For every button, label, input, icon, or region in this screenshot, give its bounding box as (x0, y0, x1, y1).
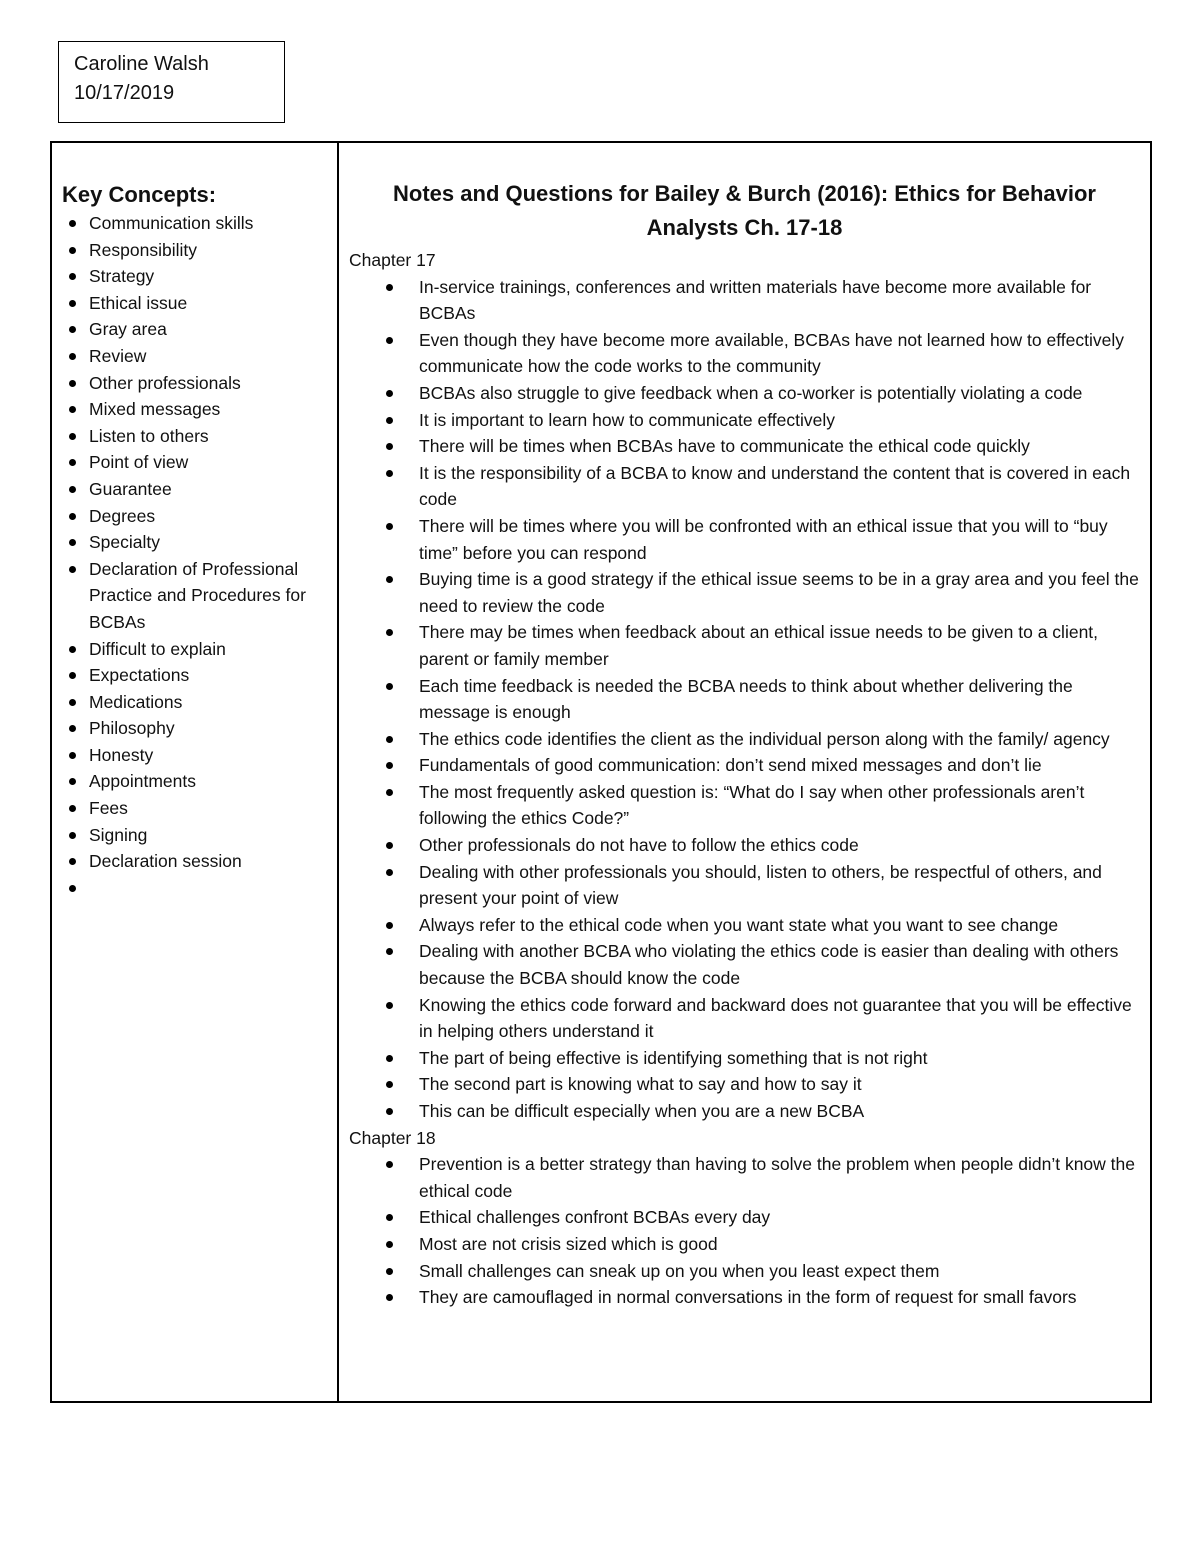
key-concept-item (62, 742, 337, 769)
note-text: The most frequently asked question is: “What do I say when other professionals aren’t following the ethics Code?” (419, 781, 1085, 829)
key-concept-item (62, 423, 337, 450)
bullet-icon (386, 762, 393, 769)
note-text: Ethical challenges confront BCBAs every day (419, 1207, 771, 1228)
key-concept-item (62, 822, 337, 849)
note-text: Prevention is a better strategy than having to solve the problem when people didn’t know the ethical code (419, 1154, 1135, 1201)
document-date: 10/17/2019 (74, 82, 175, 104)
key-concept-text: Gray area (89, 319, 167, 340)
bullet-icon (69, 247, 76, 254)
note-item (349, 274, 1140, 327)
bullet-icon (386, 1108, 393, 1115)
key-concept-item (62, 795, 337, 822)
key-concept-item (62, 449, 337, 476)
key-concepts-title: Key Concepts: (62, 182, 217, 207)
note-item (349, 1045, 1140, 1072)
note-text: Fundamentals of good communication: don’t send mixed messages and don’t lie (419, 755, 1042, 776)
bullet-icon (386, 789, 393, 796)
bullet-icon (69, 778, 76, 785)
key-concept-item (62, 768, 337, 795)
bullet-icon (69, 672, 76, 679)
bullet-icon (386, 390, 393, 397)
key-concept-text: Ethical issue (89, 292, 188, 313)
note-item (349, 832, 1140, 859)
notes-column (339, 143, 1150, 1401)
note-text: It is the responsibility of a BCBA to know and understand the content that is covered in each code (419, 462, 1131, 510)
chapters-container (349, 247, 1140, 1311)
bullet-icon (386, 948, 393, 955)
bullet-icon (69, 433, 76, 440)
key-concepts-list (62, 210, 337, 901)
key-concept-item (62, 237, 337, 264)
bullet-icon (69, 326, 76, 333)
bullet-icon (69, 539, 76, 546)
note-text: Dealing with another BCBA who violating the ethics code is easier than dealing with others because the BCBA should know the code (419, 941, 1119, 989)
note-text: The second part is knowing what to say and how to say it (419, 1074, 862, 1095)
bullet-icon (386, 1002, 393, 1009)
note-item (349, 1284, 1140, 1311)
key-concept-text: Responsibility (89, 239, 197, 260)
key-concept-item (62, 715, 337, 742)
key-concepts-column (52, 143, 339, 1401)
bullet-icon (69, 805, 76, 812)
bullet-icon (386, 869, 393, 876)
note-text: They are camouflaged in normal conversations in the form of request for small favors (419, 1287, 1077, 1308)
bullet-icon (69, 832, 76, 839)
bullet-icon (69, 220, 76, 227)
key-concept-item (62, 636, 337, 663)
chapter-heading: Chapter 17 (349, 250, 436, 270)
chapter-notes-list (349, 274, 1140, 1125)
key-concept-item (62, 875, 337, 902)
key-concept-item (62, 529, 337, 556)
bullet-icon (386, 417, 393, 424)
bullet-icon (69, 566, 76, 573)
note-item (349, 1098, 1140, 1125)
note-text: Buying time is a good strategy if the ethical issue seems to be in a gray area and you feel the need to review the code (419, 569, 1139, 616)
note-text: This can be difficult especially when you are a new BCBA (419, 1101, 865, 1121)
bullet-icon (386, 1214, 393, 1221)
bullet-icon (386, 1081, 393, 1088)
bullet-icon (69, 486, 76, 493)
key-concept-item (62, 290, 337, 317)
key-concept-item (62, 370, 337, 397)
key-concept-item (62, 316, 337, 343)
key-concept-item (62, 662, 337, 689)
bullet-icon (69, 380, 76, 387)
key-concept-text: Signing (89, 824, 148, 845)
key-concept-text: Point of view (89, 452, 189, 473)
bullet-icon (69, 752, 76, 759)
student-name: Caroline Walsh (74, 53, 209, 75)
bullet-icon (386, 576, 393, 583)
bullet-icon (386, 284, 393, 291)
bullet-icon (69, 513, 76, 520)
bullet-icon (386, 337, 393, 344)
key-concept-item (62, 343, 337, 370)
note-item (349, 460, 1140, 513)
note-item (349, 566, 1140, 619)
bullet-icon (69, 646, 76, 653)
note-text: The part of being effective is identifying something that is not right (419, 1047, 928, 1068)
note-item (349, 1071, 1140, 1098)
key-concept-text: Mixed messages (89, 399, 221, 420)
key-concept-text: Honesty (89, 744, 154, 765)
key-concept-text: Difficult to explain (89, 638, 226, 659)
key-concept-item (62, 848, 337, 875)
bullet-icon (386, 1161, 393, 1168)
bullet-icon (386, 523, 393, 530)
note-item (349, 327, 1140, 380)
key-concept-text: Strategy (89, 266, 155, 287)
note-text: Other professionals do not have to follow the ethics code (419, 835, 859, 856)
note-item (349, 726, 1140, 753)
key-concept-item (62, 210, 337, 237)
bullet-icon (386, 1055, 393, 1062)
bullet-icon (386, 922, 393, 929)
key-concept-text: Declaration of Professional Practice and Procedures for BCBAs (89, 558, 306, 632)
key-concept-text: Degrees (89, 505, 156, 526)
chapter-heading: Chapter 18 (349, 1127, 436, 1148)
note-text: Even though they have become more available, BCBAs have not learned how to effectively communicate how the code works to the community (419, 329, 1124, 377)
note-item (349, 1204, 1140, 1231)
notes-title: Notes and Questions for Bailey & Burch (2016): Ethics for Behavior Analysts Ch. 17-18 (393, 181, 1096, 240)
note-text: Always refer to the ethical code when you want state what you want to see change (419, 914, 1059, 935)
key-concept-item (62, 556, 337, 636)
notes-table (50, 141, 1152, 1403)
note-item (349, 859, 1140, 912)
note-item (349, 938, 1140, 991)
bullet-icon (386, 629, 393, 636)
note-item (349, 752, 1140, 779)
bullet-icon (386, 443, 393, 450)
key-concept-text: Guarantee (89, 478, 172, 499)
bullet-icon (69, 300, 76, 307)
key-concept-item (62, 263, 337, 290)
key-concept-item (62, 396, 337, 423)
bullet-icon (386, 470, 393, 477)
bullet-icon (386, 1268, 393, 1275)
bullet-icon (69, 725, 76, 732)
bullet-icon (386, 683, 393, 690)
note-item (349, 1151, 1140, 1204)
note-item (349, 407, 1140, 434)
note-text: There will be times when BCBAs have to communicate the ethical code quickly (419, 436, 1030, 457)
key-concept-text: Other professionals (89, 372, 241, 393)
note-item (349, 992, 1140, 1045)
key-concept-text: Medications (89, 691, 183, 712)
bullet-icon (69, 885, 76, 892)
key-concept-text: Review (89, 345, 147, 366)
bullet-icon (386, 842, 393, 849)
key-concept-text: Declaration session (89, 851, 242, 872)
name-date-box (58, 41, 285, 123)
note-text: Each time feedback is needed the BCBA needs to think about whether delivering the message is enough (419, 675, 1073, 723)
bullet-icon (69, 459, 76, 466)
bullet-icon (69, 406, 76, 413)
key-concept-text: Communication skills (89, 213, 254, 233)
note-text: Knowing the ethics code forward and backward does not guarantee that you will be effective in helping others understand it (419, 994, 1132, 1042)
note-text: The ethics code identifies the client as the individual person along with the family/ agency (419, 728, 1110, 749)
note-text: Most are not crisis sized which is good (419, 1233, 718, 1254)
key-concept-text: Expectations (89, 665, 190, 686)
key-concept-item (62, 689, 337, 716)
bullet-icon (69, 858, 76, 865)
note-item (349, 673, 1140, 726)
note-text: Small challenges can sneak up on you when you least expect them (419, 1260, 940, 1281)
key-concept-text: Fees (89, 798, 128, 819)
key-concept-item (62, 476, 337, 503)
note-text: BCBAs also struggle to give feedback when a co-worker is potentially violating a code (419, 382, 1083, 403)
note-text: There will be times where you will be confronted with an ethical issue that you will to “buy time” before you can respond (419, 515, 1108, 563)
note-item (349, 380, 1140, 407)
bullet-icon (386, 736, 393, 743)
key-concept-text: Listen to others (89, 425, 209, 446)
bullet-icon (386, 1294, 393, 1301)
bullet-icon (69, 699, 76, 706)
note-text: There may be times when feedback about an ethical issue needs to be given to a client, parent or family member (419, 622, 1099, 669)
key-concept-text: Specialty (89, 532, 161, 553)
note-item (349, 912, 1140, 939)
bullet-icon (386, 1241, 393, 1248)
key-concept-text: Appointments (89, 771, 197, 792)
note-text: Dealing with other professionals you should, listen to others, be respectful of others, and present your point of view (419, 861, 1102, 909)
bullet-icon (69, 273, 76, 280)
note-text: It is important to learn how to communicate effectively (419, 409, 835, 430)
note-item (349, 433, 1140, 460)
note-item (349, 1231, 1140, 1258)
chapter-notes-list (349, 1151, 1140, 1311)
key-concept-text: Philosophy (89, 718, 175, 739)
note-item (349, 779, 1140, 832)
note-text: In-service trainings, conferences and written materials have become more available for BCBAs (419, 276, 1092, 324)
note-item (349, 1258, 1140, 1285)
note-item (349, 513, 1140, 566)
bullet-icon (69, 353, 76, 360)
note-item (349, 619, 1140, 672)
key-concept-item (62, 503, 337, 530)
